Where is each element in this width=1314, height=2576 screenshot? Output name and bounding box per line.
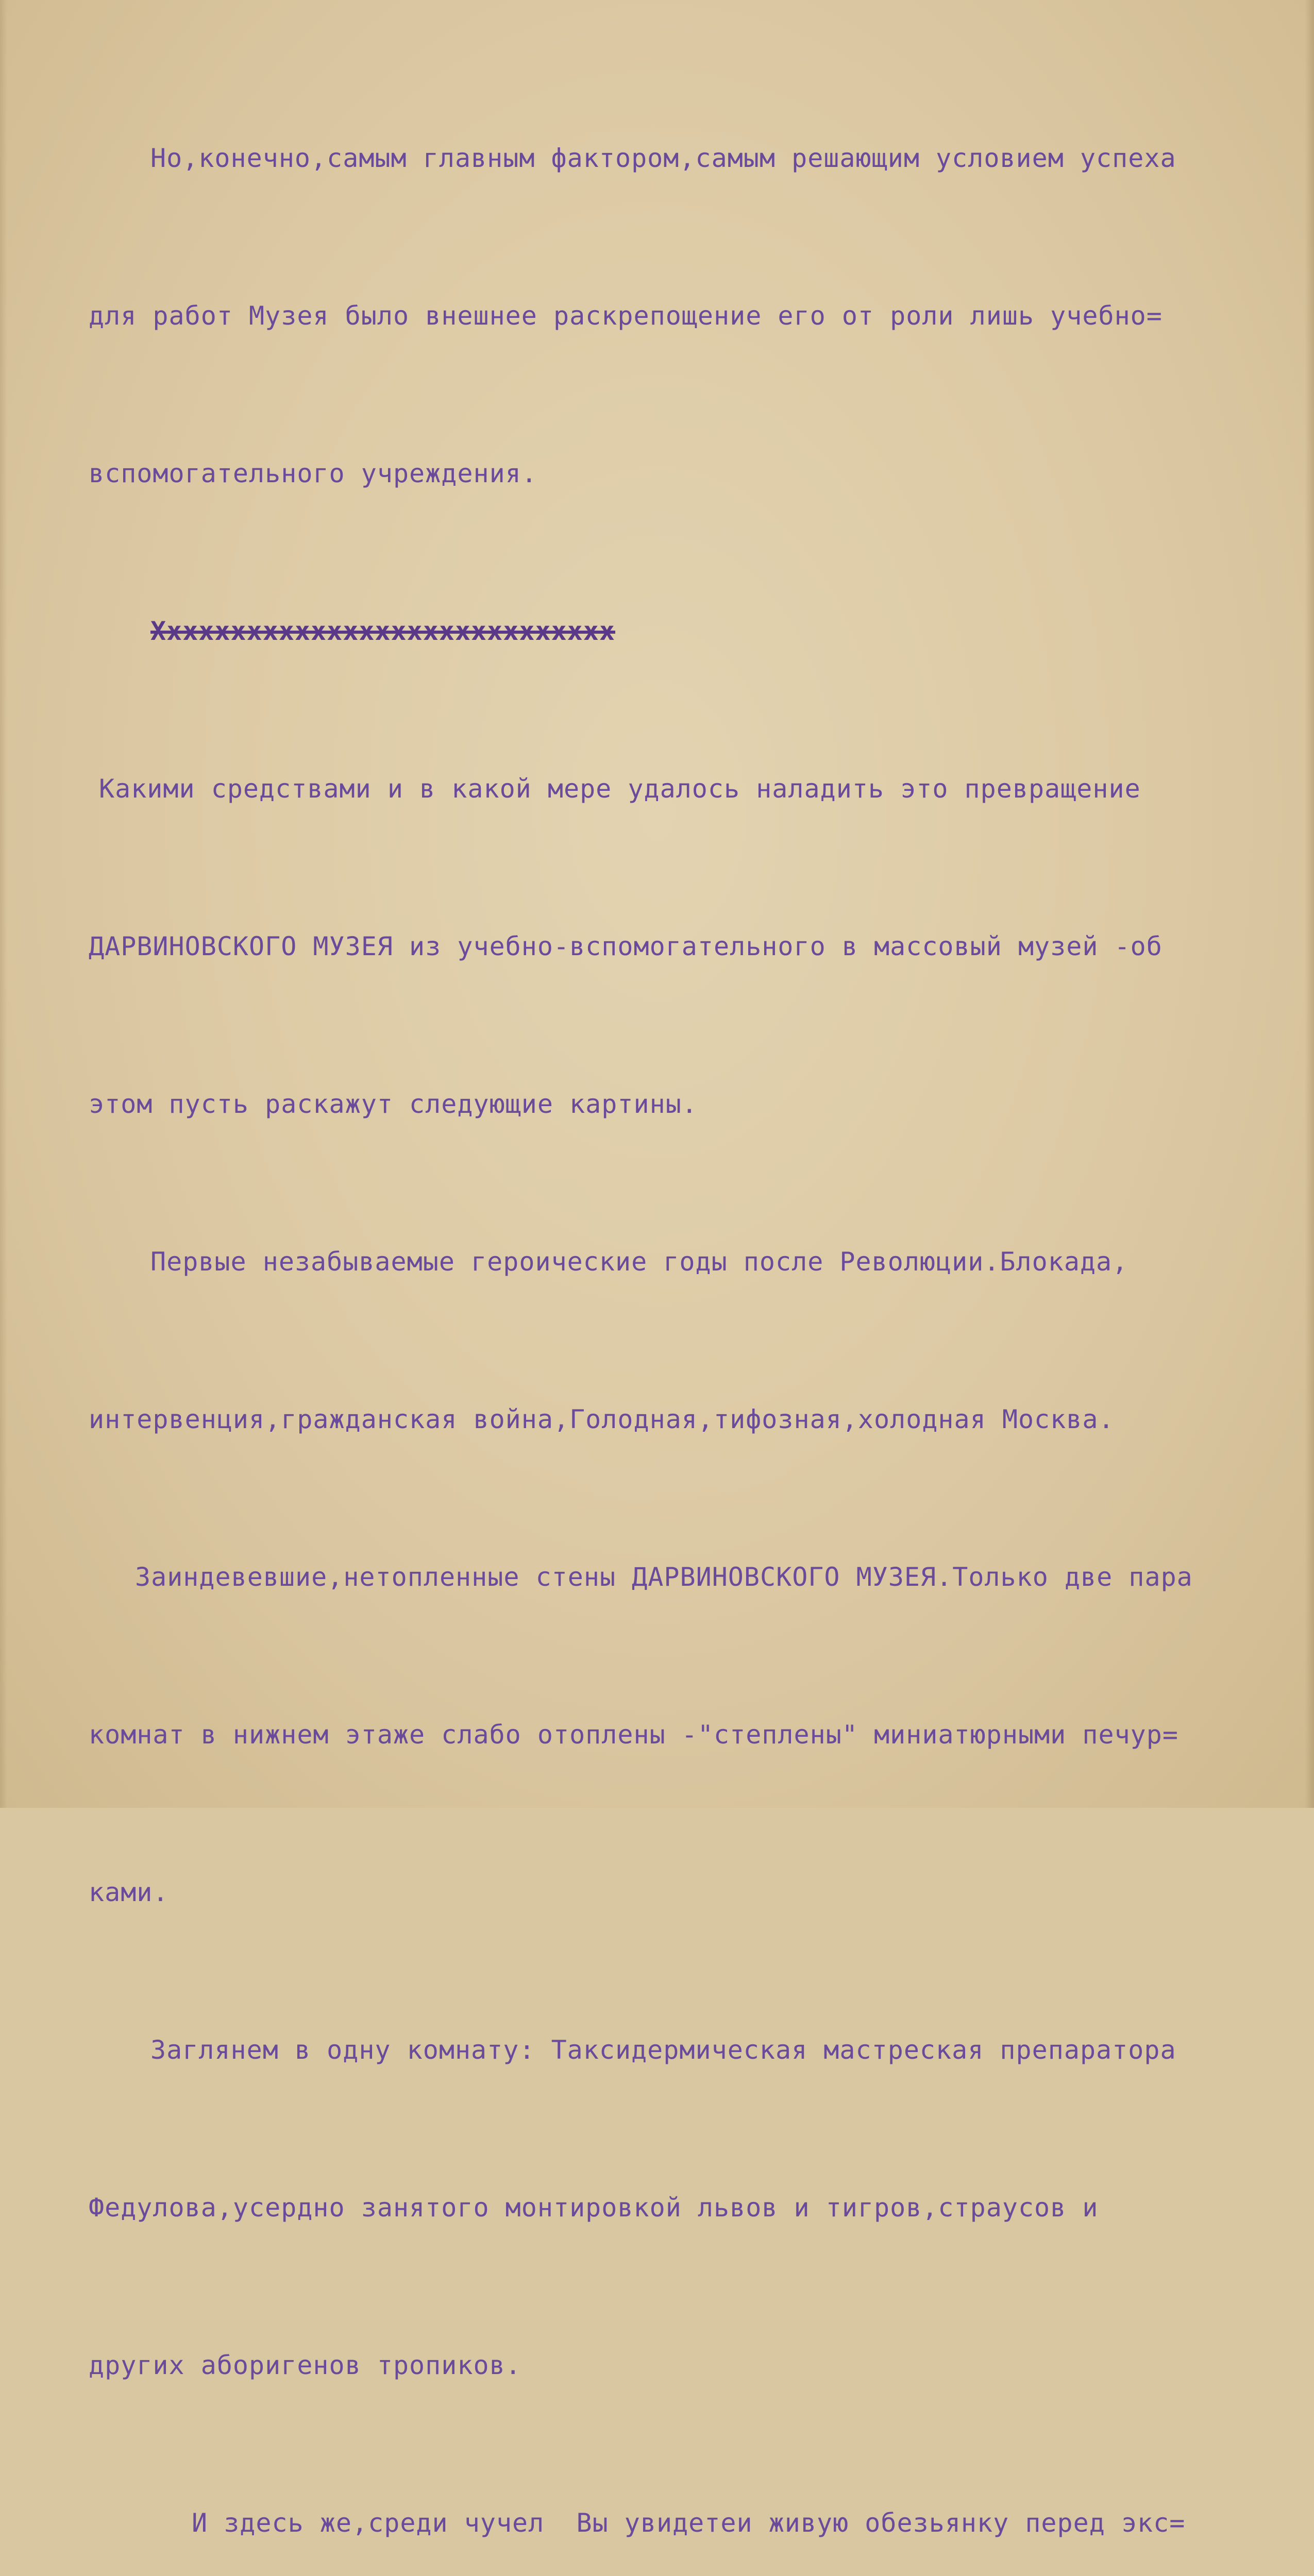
text-line: этом пусть раскажут следующие картины. <box>89 1089 698 1119</box>
paper-edge-shadow-left <box>0 0 7 1808</box>
text-line: ДАРВИНОВСКОГО МУЗЕЯ из учебно-вспомогательного в массовый музей -об <box>89 931 1163 961</box>
strikethrough-text: Ххххххххххххххххххххххххххххх <box>150 616 615 646</box>
text-line: И здесь же,среди чучел Вы увидетеи живую обезьянку перед экс= <box>192 2508 1186 2538</box>
text-line: Заглянем в одну комнату: Таксидермическая мастреская препаратора <box>150 2035 1176 2065</box>
text-line: для работ Музея было внешнее раскрепощение его от роли лишь учебно= <box>89 301 1163 331</box>
text-line: других аборигенов тропиков. <box>89 2350 521 2380</box>
paper-edge-shadow-right <box>1305 0 1314 1808</box>
struck-out-line <box>89 605 1279 657</box>
text-line: Федулова,усердно занятого монтировкой львов и тигров,страусов и <box>89 2193 1099 2223</box>
text-line: Какими средствами и в какой мере удалось наладить это превращение <box>99 774 1141 804</box>
text-line: Первые незабываемые героические годы после Революции.Блокада, <box>150 1247 1128 1277</box>
text-line: ками. <box>89 1877 169 1907</box>
text-line: вспомогательного учреждения. <box>89 459 537 488</box>
text-line: Но,конечно,самым главным фактором,самым решающим условием успеха <box>150 143 1176 173</box>
text-line: Заиндевевшие,нетопленные стены ДАРВИНОВСКОГО МУЗЕЯ.Только две пара <box>135 1562 1193 1592</box>
text-line: комнат в нижнем этаже слабо отоплены -"степлены" миниатюрными печур= <box>89 1720 1178 1750</box>
typewritten-text <box>89 27 1279 2576</box>
text-line: интервенция,гражданская война,Голодная,тифозная,холодная Москва. <box>89 1404 1115 1434</box>
